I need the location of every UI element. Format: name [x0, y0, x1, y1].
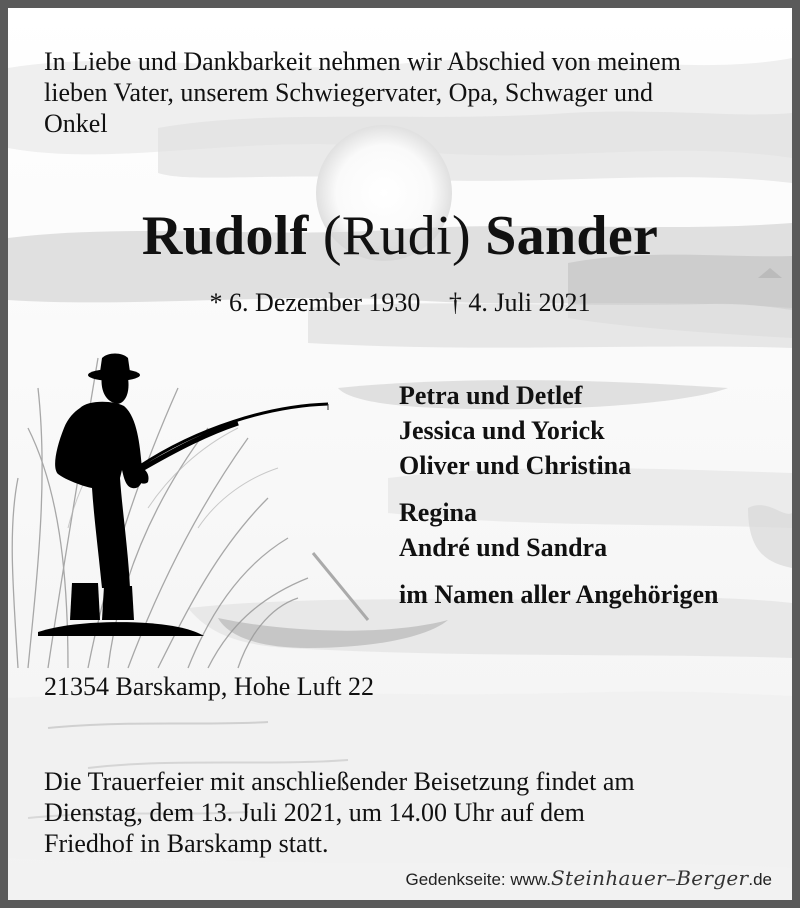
brand-separator: –	[665, 866, 677, 890]
first-name: Rudolf	[141, 205, 309, 267]
mourner-group	[399, 378, 789, 483]
service-line: Die Trauerfeier mit anschließender Beisetzung findet am	[44, 767, 635, 796]
footer-suffix: .de	[748, 870, 772, 889]
mourner-name: André und Sandra	[399, 533, 608, 562]
address: 21354 Barskamp, Hohe Luft 22	[44, 672, 375, 701]
death-date: † 4. Juli 2021	[448, 288, 591, 317]
obituary-card	[8, 8, 792, 900]
mourner-name: Petra und Detlef	[399, 381, 583, 410]
mourner-name: Oliver und Christina	[399, 451, 632, 480]
intro-line: lieben Vater, unserem Schwiegervater, Opa, Schwager und	[44, 78, 653, 107]
mourners-list	[399, 378, 789, 612]
life-dates	[8, 288, 792, 318]
intro-line: Onkel	[44, 109, 108, 138]
service-line: Friedhof in Barskamp statt.	[44, 829, 329, 858]
memorial-page-link[interactable]	[405, 866, 772, 890]
brand-steinhauer: Steinhauer	[551, 866, 666, 890]
mourners-closing: im Namen aller Angehörigen	[399, 580, 719, 609]
intro-line: In Liebe und Dankbarkeit nehmen wir Abschied von meinem	[44, 47, 681, 76]
mourner-name: Regina	[399, 498, 477, 527]
intro-text	[44, 46, 774, 139]
footer-label: Gedenkseite:	[405, 870, 506, 889]
brand-berger: Berger	[676, 866, 749, 890]
birth-date: * 6. Dezember 1930	[209, 288, 421, 317]
service-line: Dienstag, dem 13. Juli 2021, um 14.00 Uhr auf dem	[44, 798, 585, 827]
mourner-group	[399, 495, 789, 565]
footer-prefix: www.	[510, 870, 552, 889]
nickname: (Rudi)	[322, 205, 471, 267]
mourner-name: Jessica und Yorick	[399, 416, 605, 445]
service-info	[44, 766, 764, 859]
deceased-name	[8, 204, 792, 268]
last-name: Sander	[485, 205, 659, 267]
